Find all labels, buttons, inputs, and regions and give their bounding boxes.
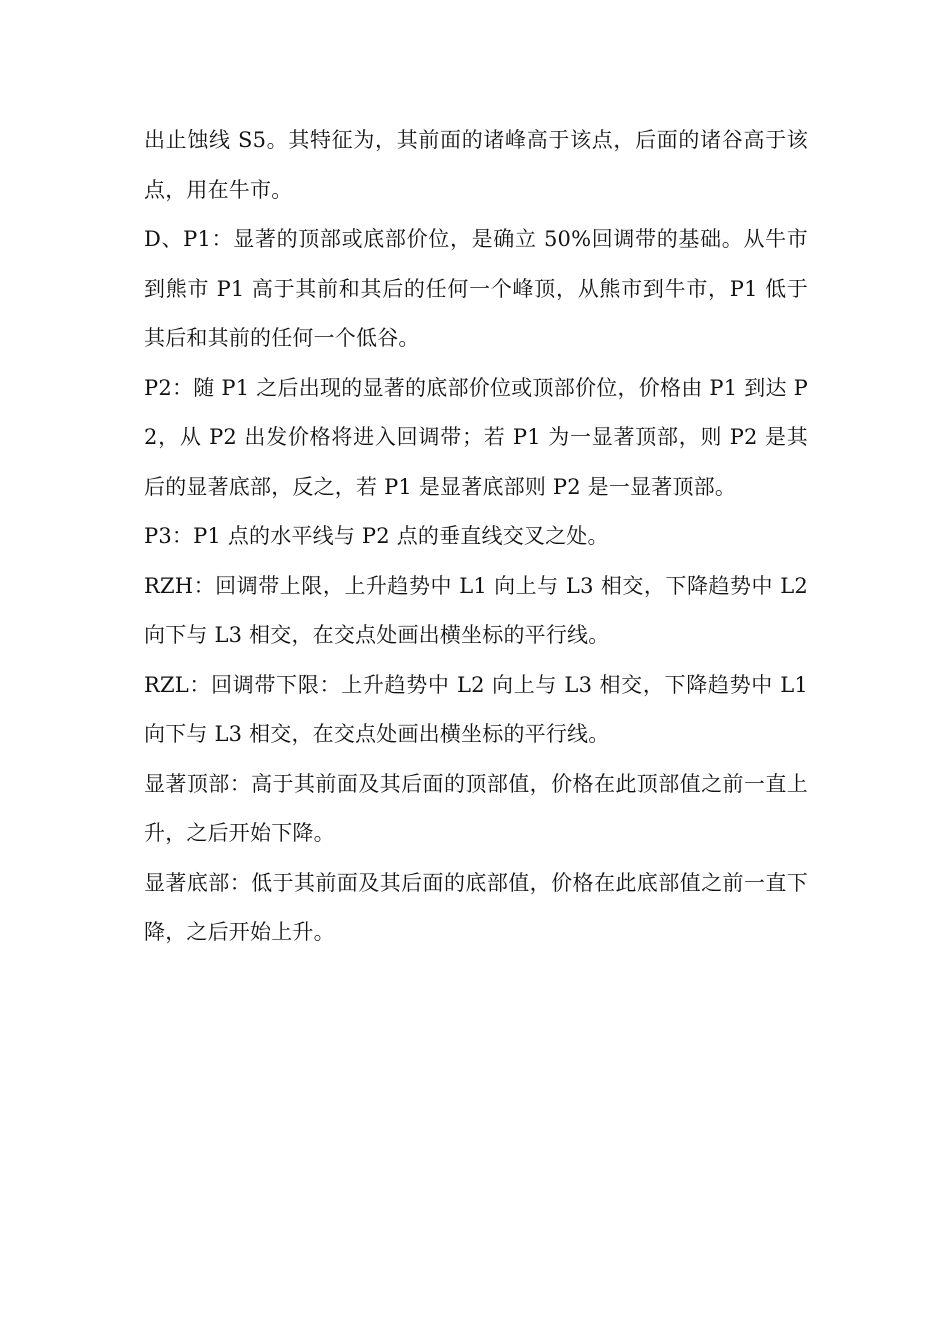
paragraph-significant-top: 显著顶部：高于其前面及其后面的顶部值，价格在此顶部值之前一直上升，之后开始下降。 (144, 771, 808, 845)
paragraph-significant-bottom: 显著底部：低于其前面及其后面的底部值，价格在此底部值之前一直下降，之后开始上升。 (144, 870, 808, 944)
paragraph-p2-definition: P2：随 P1 之后出现的显著的底部价位或顶部价位，价格由 P1 到达 P2，从 P2 出发价格将进入回调带；若 P1 为一显著顶部，则 P2 是其后的显著底部，反之，若 P1 是显著底部则 P2 是一显著顶部。 (144, 375, 808, 499)
paragraph-rzh-definition: RZH：回调带上限，上升趋势中 L1 向上与 L3 相交，下降趋势中 L2 向下与 L3 相交，在交点处画出横坐标的平行线。 (144, 573, 808, 647)
paragraph-p3-definition: P3：P1 点的水平线与 P2 点的垂直线交叉之处。 (144, 524, 609, 548)
paragraph-p1-definition: D、P1：显著的顶部或底部价位，是确立 50%回调带的基础。从牛市到熊市 P1 高于其前和其后的任何一个峰顶，从熊市到牛市，P1 低于其后和其前的任何一个低谷。 (144, 227, 808, 350)
paragraph-stop-line-s5: 出止蚀线 S5。其特征为，其前面的诸峰高于该点，后面的诸谷高于该点，用在牛市。 (144, 128, 808, 202)
document-body (144, 116, 808, 958)
paragraph-rzl-definition: RZL：回调带下限：上升趋势中 L2 向上与 L3 相交，下降趋势中 L1 向下与 L3 相交，在交点处画出横坐标的平行线。 (144, 672, 808, 746)
